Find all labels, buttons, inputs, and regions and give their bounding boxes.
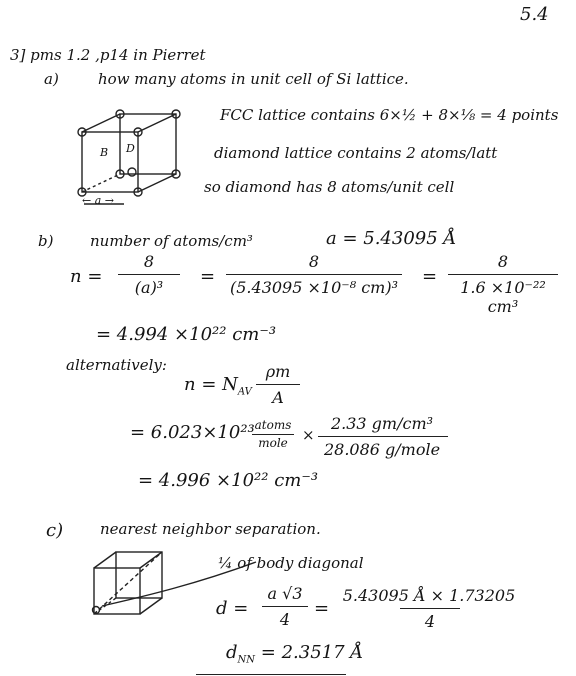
final-underline [196,674,346,675]
unit-cell-cube-sketch [70,108,200,208]
alt-numerator: ρm [265,362,291,381]
calc-denominator: 28.086 g/mole [323,440,441,459]
part-b-question: number of atoms/cm³ [90,232,253,250]
d-value-bar [400,608,460,609]
fraction-2-denominator: (5.43095 ×10⁻⁸ cm)³ [230,278,398,297]
result-1: = 4.994 ×10²² cm⁻³ [96,324,277,345]
calc-numerator: 2.33 gm/cm³ [330,414,434,433]
calc-units-bar [252,434,294,435]
calc-prefix: = 6.023×10²³ [130,422,255,443]
body-diagonal-note: ¼ of body diagonal [218,554,364,572]
part-c-question: nearest neighbor separation. [100,520,321,538]
cube-center-label: D [126,142,135,155]
d-equals: = [314,598,330,619]
calc-bar [318,436,448,437]
alt-bar [256,384,300,385]
calc-times: × [302,426,315,444]
alt-formula-sub: AV [237,386,252,398]
dnn-symbol: d [226,642,238,663]
diamond-conclusion: so diamond has 8 atoms/unit cell [204,178,455,196]
equals-1: = [200,266,216,287]
calc-units-numerator: atoms [254,418,292,432]
fraction-3-numerator: 8 [497,252,509,271]
alternatively-label: alternatively: [66,356,167,374]
equals-2: = [422,266,438,287]
n-lhs: n = [70,266,103,287]
fraction-1-denominator: (a)³ [134,278,164,297]
dnn-subscript: NN [237,654,256,666]
fraction-1-bar [118,274,180,275]
fraction-1-numerator: 8 [143,252,155,271]
d-lhs: d = [216,598,249,619]
alt-formula [184,374,252,398]
cube-face-label: B [100,146,109,159]
page-number: 5.4 [520,4,549,25]
d-value-denominator: 4 [424,612,436,631]
d-value-numerator: 5.43095 Å × 1.73205 [342,586,516,605]
fraction-3-denominator: 1.6 ×10⁻²² cm³ [460,278,546,316]
alt-formula-lhs: n = N [184,374,238,395]
cube-edge-arrow: ← a → [82,194,114,207]
problem-reference: 3] pms 1.2 ,p14 in Pierret [10,46,206,64]
part-a-label: a) [44,70,59,88]
part-b-label: b) [38,232,54,250]
lattice-constant: a = 5.43095 Å [326,228,457,249]
calc-units-denominator: mole [258,436,288,450]
part-a-question: how many atoms in unit cell of Si lattice. [98,70,409,88]
d-numerator: a √3 [267,584,303,603]
d-bar [262,606,308,607]
result-2: = 4.996 ×10²² cm⁻³ [138,470,319,491]
diamond-line: diamond lattice contains 2 atoms/latt [214,144,498,162]
dnn-value: = 2.3517 Å [260,642,364,663]
d-denominator: 4 [279,610,291,629]
fraction-2-bar [226,274,402,275]
alt-denominator: A [272,388,284,407]
fraction-2-numerator: 8 [308,252,320,271]
fraction-3-bar [448,274,558,275]
part-c-label: c) [46,520,64,541]
dnn-result [226,642,363,666]
fcc-line: FCC lattice contains 6×½ + 8×⅛ = 4 points [220,106,559,124]
